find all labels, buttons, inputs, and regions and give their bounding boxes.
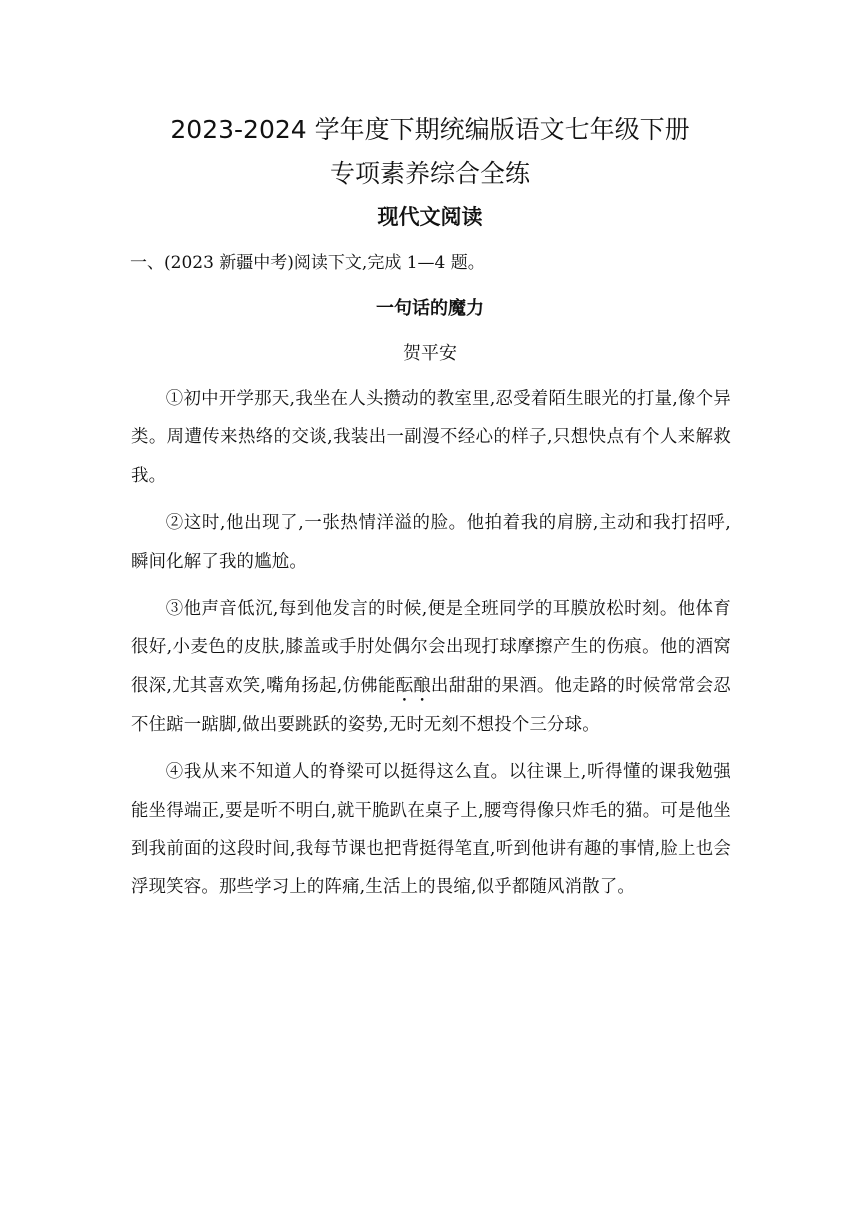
paragraph-1: ①初中开学那天,我坐在人头攒动的教室里,忍受着陌生眼光的打量,像个异类。周遭传来热络的交谈,我装出一副漫不经心的样子,只想快点有个人来解救我。 xyxy=(131,389,731,486)
question-intro: 一、(2023 新疆中考)阅读下文,完成 1—4 题。 xyxy=(130,253,485,273)
paragraph-3-text-before: ③他声音低沉,每到他发言的时候,便是全班同学的耳膜放松时刻。他体育很好,小麦色的皮肤,膝盖或手肘处偶尔会出现打球摩擦产生的伤痕。他的酒窝很深,尤其喜欢笑,嘴角扬起,仿佛能 xyxy=(131,599,731,696)
emphasized-word: 酝酿 xyxy=(395,675,431,696)
paragraph-3-text-after: 出甜甜的果酒。他走路的时候常常会忍不住踮一踮脚,做出要跳跃的姿势,无时无刻不想投个三分球。 xyxy=(131,675,731,735)
document-title-line-2: 专项素养综合全练 xyxy=(329,159,530,188)
article-body xyxy=(131,380,731,916)
paragraph-3 xyxy=(131,590,731,744)
paragraph-2: ②这时,他出现了,一张热情洋溢的脸。他拍着我的肩膀,主动和我打招呼,瞬间化解了我的尴尬。 xyxy=(131,513,731,572)
section-heading: 现代文阅读 xyxy=(377,205,483,229)
article-author: 贺平安 xyxy=(403,343,457,364)
document-title-line-1: 2023-2024 学年度下期统编版语文七年级下册 xyxy=(170,115,690,144)
paragraph-4: ④我从来不知道人的脊梁可以挺得这么直。以往课上,听得懂的课我勉强能坐得端正,要是听不明白,就干脆趴在桌子上,腰弯得像只炸毛的猫。可是他坐到我前面的这段时间,我每节课也把背挺得笔直,听到他讲有趣的事情,脸上也会浮现笑容。那些学习上的阵痛,生活上的畏缩,似乎都随风消散了。 xyxy=(131,762,731,898)
article-title: 一句话的魔力 xyxy=(376,298,484,319)
